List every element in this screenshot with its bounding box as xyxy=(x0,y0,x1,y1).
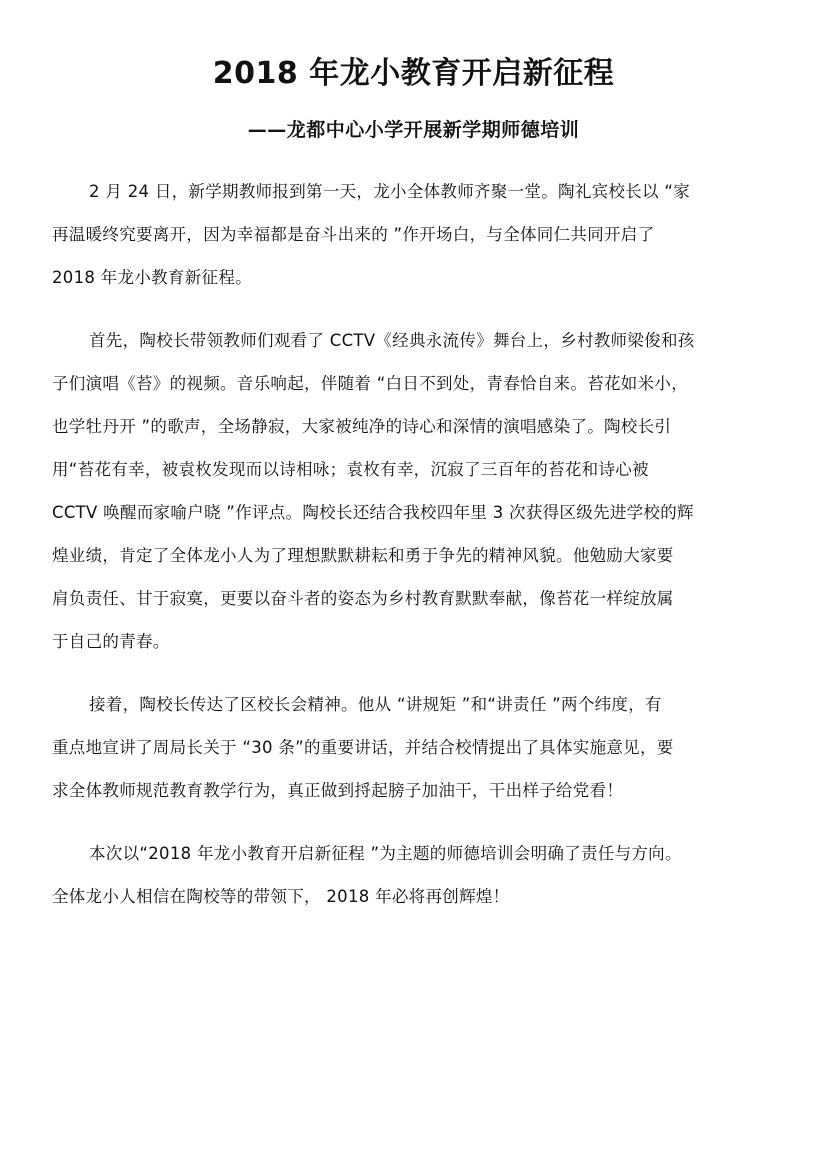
text-line: 2 月 24 日，新学期教师报到第一天，龙小全体教师齐聚一堂。陶礼宾校长以 “家 xyxy=(89,182,691,201)
document-body xyxy=(52,170,774,938)
text-line: 本次以“2018 年龙小教育开启新征程 ”为主题的师德培训会明确了责任与方向。 xyxy=(89,844,682,863)
text-line: CCTV 唤醒而家喻户晓 ”作评点。陶校长还结合我校四年里 3 次获得区级先进学校的辉 xyxy=(52,503,694,522)
text-line: 再温暖终究要离开，因为幸福都是奋斗出来的 ”作开场白，与全体同仁共同开启了 xyxy=(52,225,655,244)
paragraph-1 xyxy=(52,170,774,299)
text-line: 子们演唱《苔》的视频。音乐响起，伴随着 “白日不到处，青春恰自来。苔花如米小， xyxy=(52,374,688,393)
paragraph-4 xyxy=(52,832,774,918)
document-title: 2018 年龙小教育开启新征程 xyxy=(212,56,615,91)
text-line: 首先，陶校长带领教师们观看了 CCTV《经典永流传》舞台上，乡村教师梁俊和孩 xyxy=(89,331,695,350)
text-line: 肩负责任、甘于寂寞，更要以奋斗者的姿态为乡村教育默默奉献，像苔花一样绽放属 xyxy=(52,589,674,608)
document-subtitle: ——龙都中心小学开展新学期师德培训 xyxy=(247,119,580,141)
text-line: 用“苔花有幸，被袁枚发现而以诗相咏；袁枚有幸，沉寂了三百年的苔花和诗心被 xyxy=(52,460,649,479)
text-line: 煌业绩，肯定了全体龙小人为了理想默默耕耘和勇于争先的精神风貌。他勉励大家要 xyxy=(52,546,674,565)
text-line: 全体龙小人相信在陶校等的带领下， 2018 年必将再创辉煌！ xyxy=(52,887,510,906)
text-line: 接着，陶校长传达了区校长会精神。他从 “讲规矩 ”和“讲责任 ”两个纬度，有 xyxy=(89,695,662,714)
paragraph-3 xyxy=(52,683,774,812)
text-line: 于自己的青春。 xyxy=(52,632,170,651)
text-line: 重点地宣讲了周局长关于 “30 条”的重要讲话，并结合校情提出了具体实施意见，要 xyxy=(52,738,674,757)
text-line: 也学牡丹开 ”的歌声，全场静寂，大家被纯净的诗心和深情的演唱感染了。陶校长引 xyxy=(52,417,672,436)
paragraph-2 xyxy=(52,319,774,663)
text-line: 求全体教师规范教育教学行为，真正做到捋起膀子加油干，干出样子给党看！ xyxy=(52,781,624,800)
text-line: 2018 年龙小教育新征程。 xyxy=(52,268,252,287)
